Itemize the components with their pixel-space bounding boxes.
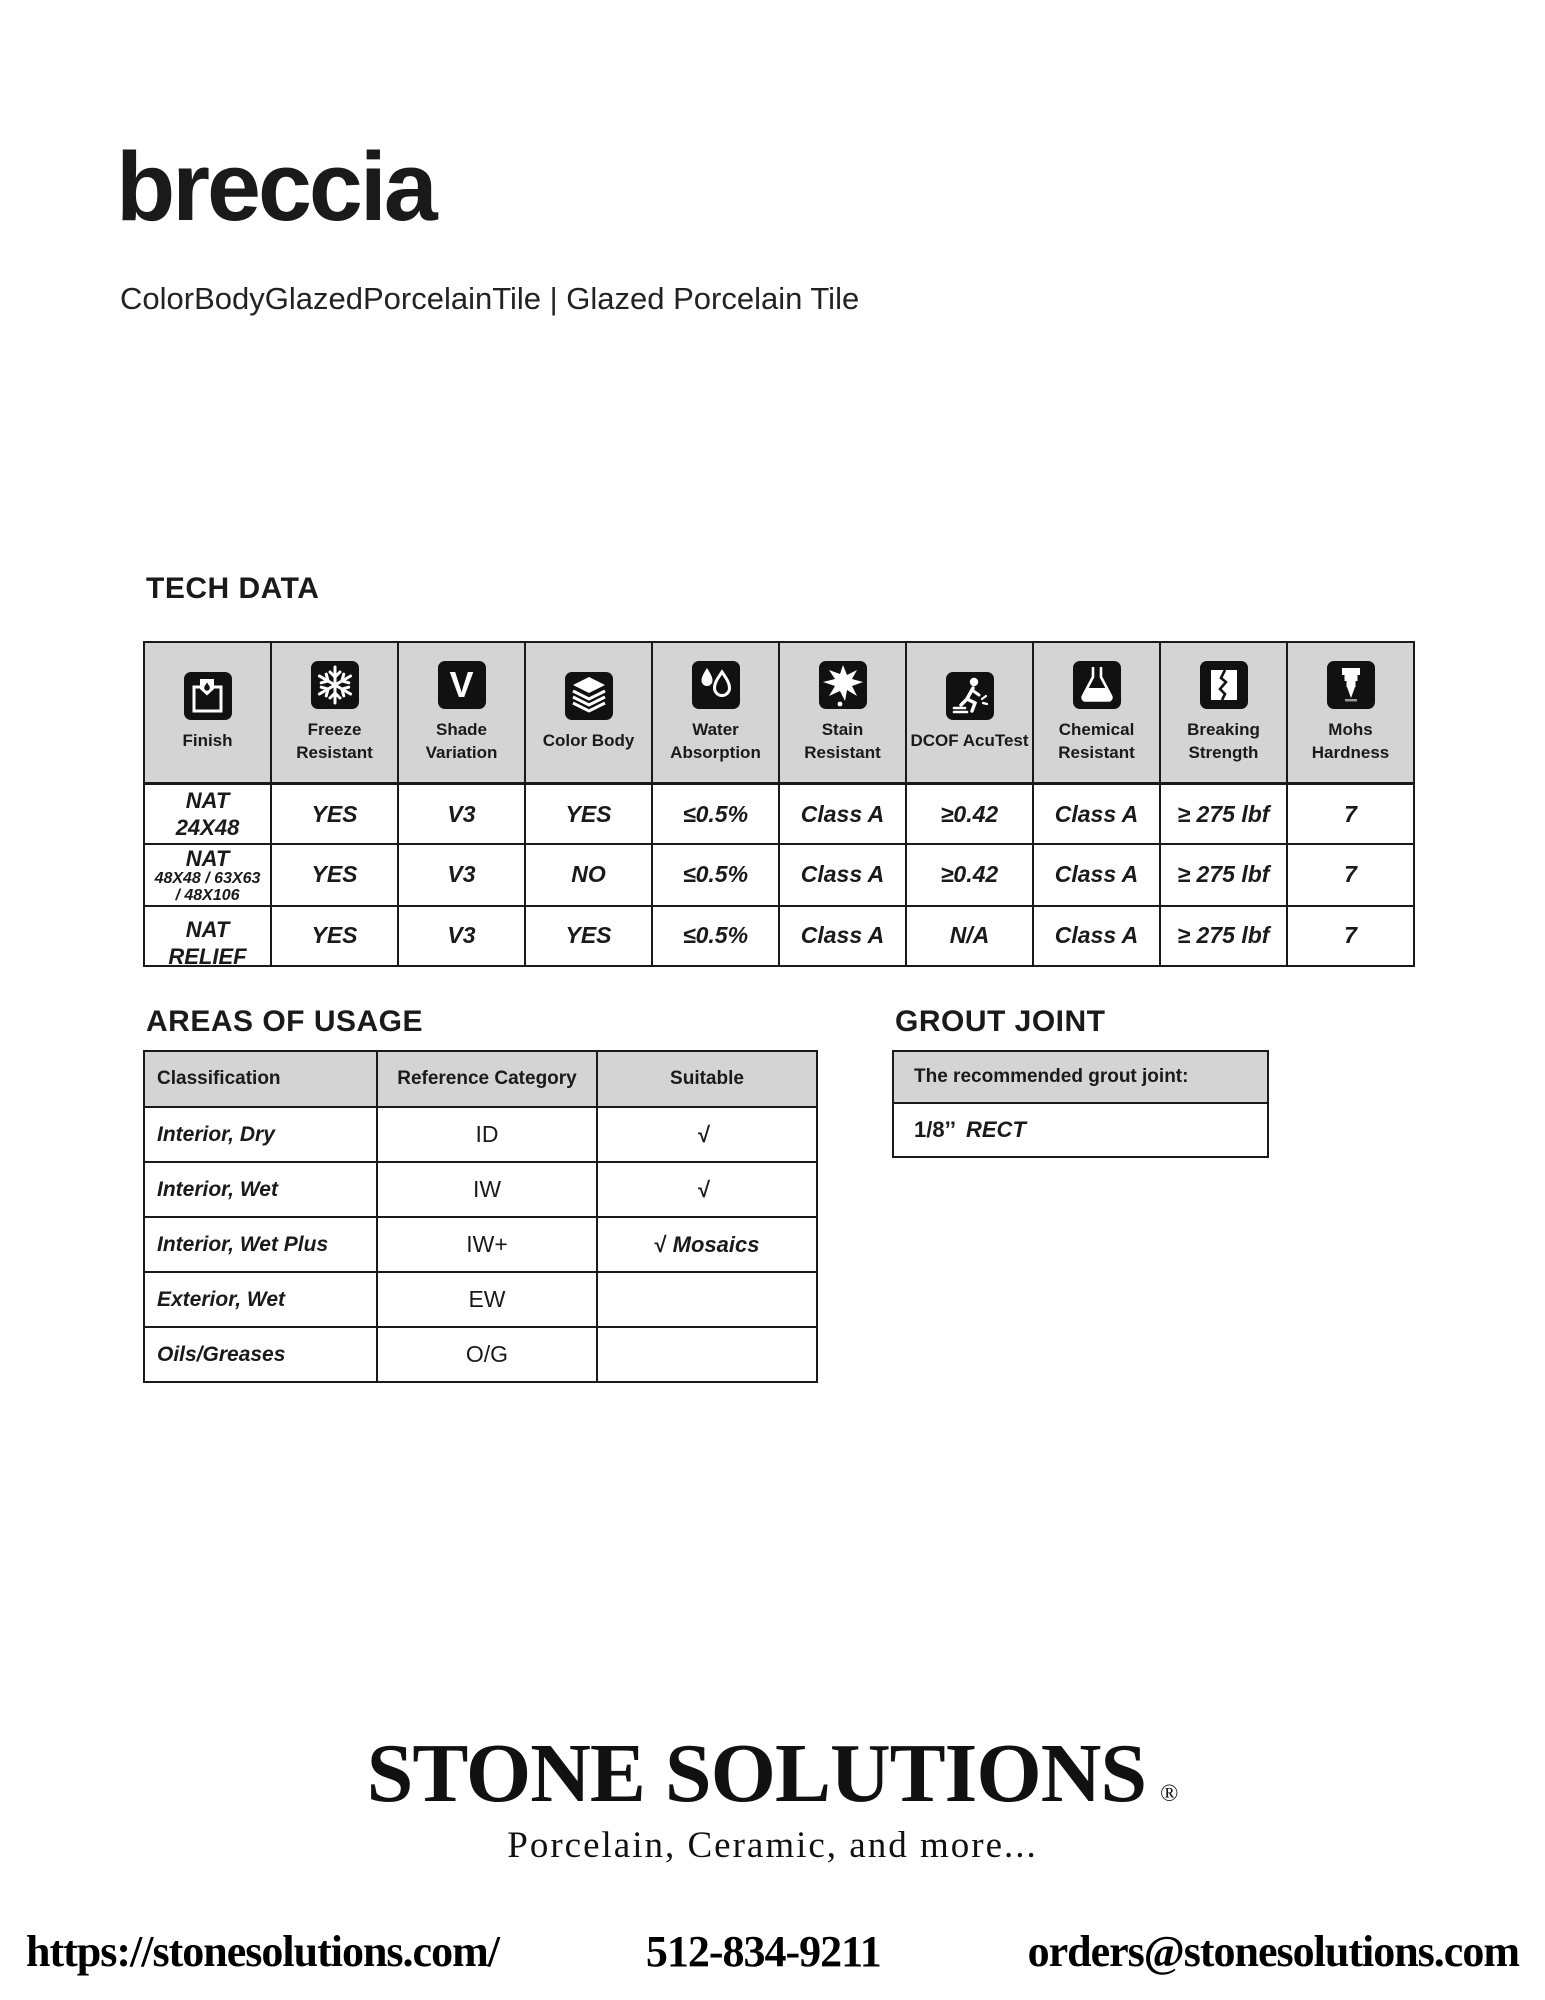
footer-phone: 512-834-9211 xyxy=(645,1927,881,1976)
page-subtitle: ColorBodyGlazedPorcelainTile | Glazed Porcelain Tile xyxy=(120,281,860,316)
tech-cell: ≥ 275 lbf xyxy=(1160,906,1287,966)
suitable-cell: √ Mosaics xyxy=(597,1217,817,1272)
areas-row-interior-dry xyxy=(144,1107,817,1162)
tech-cell: YES xyxy=(271,784,398,845)
hardness-point-icon xyxy=(1327,661,1375,709)
tech-col-label: Color Body xyxy=(542,731,635,751)
tech-cell: ≥ 275 lbf xyxy=(1160,784,1287,845)
tech-cell: ≥0.42 xyxy=(906,844,1033,906)
tech-col-breaking xyxy=(1160,642,1287,784)
tech-cell: ≥0.42 xyxy=(906,784,1033,845)
tech-col-stain xyxy=(779,642,906,784)
tech-col-finish xyxy=(144,642,271,784)
tech-col-freeze xyxy=(271,642,398,784)
tech-col-water xyxy=(652,642,779,784)
tech-col-label: Breaking Strength xyxy=(1187,720,1260,762)
tech-cell: ≥ 275 lbf xyxy=(1160,844,1287,906)
classification-cell: Oils/Greases xyxy=(144,1327,377,1382)
shade-variation-icon xyxy=(438,661,486,709)
water-droplets-icon xyxy=(692,661,740,709)
tech-row-nat-relief xyxy=(144,906,1414,966)
category-cell: ID xyxy=(377,1107,597,1162)
areas-row-interior-wet xyxy=(144,1162,817,1217)
classification-cell: Exterior, Wet xyxy=(144,1272,377,1327)
grout-joint-value xyxy=(894,1104,1267,1156)
tech-data-table xyxy=(143,641,1415,970)
brand-logo-text: STONE SOLUTIONS xyxy=(366,1727,1147,1820)
finish-cell: NAT 24X48 xyxy=(144,784,271,845)
tech-col-label: Finish xyxy=(182,731,233,751)
grout-joint-box xyxy=(892,1050,1269,1158)
tech-col-label: Chemical Resistant xyxy=(1058,720,1135,762)
tech-cell: Class A xyxy=(779,844,906,906)
areas-col-classification: Classification xyxy=(144,1051,377,1107)
category-cell: IW+ xyxy=(377,1217,597,1272)
tech-cell: Class A xyxy=(1033,844,1160,906)
tech-col-label: Mohs Hardness xyxy=(1311,720,1390,762)
tech-col-chemical xyxy=(1033,642,1160,784)
footer xyxy=(26,1926,1519,1977)
brand-logo xyxy=(0,1727,1545,1820)
tech-col-dcof xyxy=(906,642,1033,784)
areas-col-category: Reference Category xyxy=(377,1051,597,1107)
check-mark: √ xyxy=(697,1121,711,1147)
tech-cell: YES xyxy=(525,784,652,845)
areas-row-interior-wet-plus xyxy=(144,1217,817,1272)
areas-of-usage-table xyxy=(143,1050,818,1383)
tech-cell: Class A xyxy=(779,906,906,966)
tech-col-label: Water Absorption xyxy=(670,720,761,762)
registered-mark: ® xyxy=(1160,1781,1179,1807)
slip-fall-icon xyxy=(946,672,994,720)
cracked-tile-icon xyxy=(1200,661,1248,709)
classification-cell: Interior, Wet Plus xyxy=(144,1217,377,1272)
tech-cell: V3 xyxy=(398,784,525,845)
flask-icon xyxy=(1073,661,1121,709)
finish-icon xyxy=(184,672,232,720)
category-cell: EW xyxy=(377,1272,597,1327)
tech-col-shade xyxy=(398,642,525,784)
areas-row-exterior-wet xyxy=(144,1272,817,1327)
tech-cell: V3 xyxy=(398,844,525,906)
tech-cell: Class A xyxy=(1033,906,1160,966)
tech-cell: Class A xyxy=(779,784,906,845)
areas-of-usage-heading: AREAS OF USAGE xyxy=(146,1005,424,1038)
tech-header-row xyxy=(144,642,1414,784)
tech-data-heading: TECH DATA xyxy=(146,572,320,605)
tech-col-label: Shade Variation xyxy=(425,720,498,762)
tech-cell: 7 xyxy=(1287,784,1414,845)
shade-v-glyph: V xyxy=(449,664,474,706)
finish-cell: NAT RELIEF xyxy=(144,906,271,966)
tech-cell: YES xyxy=(271,844,398,906)
tech-cell: N/A xyxy=(906,906,1033,966)
footer-website-link[interactable]: https://stonesolutions.com/ xyxy=(26,1927,499,1976)
classification-cell: Interior, Dry xyxy=(144,1107,377,1162)
page-title: breccia xyxy=(116,132,435,241)
finish-cell: NAT 48X48 / 63X63 / 48X106 xyxy=(144,844,271,906)
tech-cell: YES xyxy=(271,906,398,966)
tech-row-nat-48x48 xyxy=(144,844,1414,906)
brand-tagline: Porcelain, Ceramic, and more... xyxy=(507,1825,1038,1866)
tech-col-label: Freeze Resistant xyxy=(296,720,373,762)
grout-joint-label: The recommended grout joint: xyxy=(894,1052,1267,1104)
tech-col-colorbody xyxy=(525,642,652,784)
snowflake-icon xyxy=(311,661,359,709)
check-mark: √ xyxy=(654,1231,667,1257)
areas-header-row xyxy=(144,1051,817,1107)
tech-cell: YES xyxy=(525,906,652,966)
grout-joint-heading: GROUT JOINT xyxy=(895,1005,1106,1038)
suitable-cell xyxy=(597,1327,817,1382)
footer-email-link[interactable]: orders@stonesolutions.com xyxy=(1027,1927,1519,1976)
category-cell: O/G xyxy=(377,1327,597,1382)
tech-cell: ≤0.5% xyxy=(652,906,779,966)
tech-cell: 7 xyxy=(1287,906,1414,966)
category-cell: IW xyxy=(377,1162,597,1217)
grout-type: RECT xyxy=(966,1117,1026,1142)
check-mark: √ xyxy=(697,1176,711,1202)
classification-cell: Interior, Wet xyxy=(144,1162,377,1217)
layers-icon xyxy=(565,672,613,720)
grout-size: 1/8’’ xyxy=(914,1117,956,1142)
suitable-cell xyxy=(597,1107,817,1162)
tech-cell: ≤0.5% xyxy=(652,784,779,845)
tech-cell: ≤0.5% xyxy=(652,844,779,906)
tech-cell: Class A xyxy=(1033,784,1160,845)
tech-col-mohs xyxy=(1287,642,1414,784)
tech-col-label: DCOF AcuTest xyxy=(910,731,1029,751)
tech-col-label: Stain Resistant xyxy=(804,720,881,762)
tech-row-nat-24x48 xyxy=(144,784,1414,845)
tech-cell: V3 xyxy=(398,906,525,966)
areas-row-oils-greases xyxy=(144,1327,817,1382)
tech-cell: 7 xyxy=(1287,844,1414,906)
tech-cell: NO xyxy=(525,844,652,906)
suitable-cell xyxy=(597,1272,817,1327)
areas-col-suitable: Suitable xyxy=(597,1051,817,1107)
suitable-cell xyxy=(597,1162,817,1217)
stain-splat-icon xyxy=(819,661,867,709)
